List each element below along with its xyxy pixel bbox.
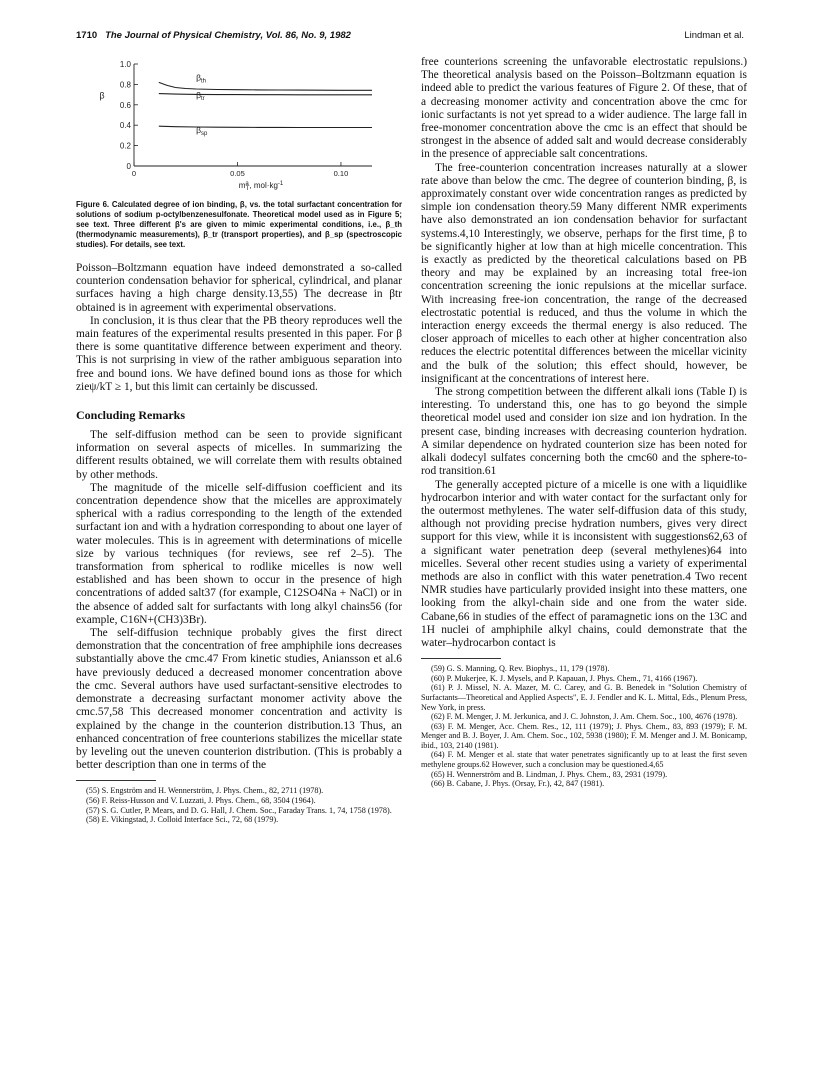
series-line-beta-th	[159, 82, 372, 90]
y-tick-label: 0.8	[119, 80, 131, 90]
journal-title: The Journal of Physical Chemistry, Vol. 86, No. 9, 1982	[105, 30, 351, 41]
references-left	[76, 786, 402, 824]
reference: (65) H. Wennerström and B. Lindman, J. Phys. Chem., 83, 2931 (1979).	[431, 769, 668, 779]
reference: (55) S. Engström and H. Wennerström, J. Phys. Chem., 82, 2711 (1978).	[86, 786, 324, 796]
section-heading: Concluding Remarks	[76, 408, 186, 423]
paragraph: The self-diffusion technique probably gives the first direct demonstration that the concentration of free amphiphile ions decreases substantially above the cmc.47 From kinetic studies, Aniansson et al.6 have previously deduced a decreased monomer concentration above the cmc. Several authors have used surfactant-sensitive electrodes to demonstrate a decreasing surfactant monomer activity above the cmc.57,58 This decreased monomer concentration and activity is explained by the change in the counterion distribution.13 Thus, an enhanced concentration of free counterions stabilizes the micellar state by leveling out the uneven counterion distribution. (This is probably a better description than one in terms of the	[76, 627, 402, 772]
figure-caption	[76, 200, 402, 250]
reference: (60) P. Mukerjee, K. J. Mysels, and P. Kapauan, J. Phys. Chem., 71, 4166 (1967).	[431, 673, 698, 683]
reference: (61) P. J. Missel, N. A. Mazer, M. C. Carey, and G. B. Benedek in "Solution Chemistry of Surfactants—Theoretical and Applied Aspects", E. J. Fendler and K. L. Mittal, Eds., Plenum Press, New York, in press.	[421, 683, 747, 712]
y-tick-label: 1.0	[119, 60, 131, 69]
y-tick-label: 0.6	[119, 100, 131, 110]
x-axis-label: $m^a$ T, $mol\cdot kg^{-1}$	[238, 181, 284, 192]
y-tick-label: 0.4	[119, 121, 131, 131]
y-tick-label: 0.2	[119, 141, 131, 151]
caption-label: Figure 6.	[76, 200, 110, 209]
header-authors: Lindman et al.	[684, 30, 744, 41]
page-number: 1710	[76, 30, 98, 41]
paragraph: The free-counterion concentration increases naturally at a slower rate above than below the cmc. The degree of counterion binding, β, is approximately constant over wide concentration ranges as predicted by simple ion condensation theory.59 Many different NMR experiments have also demonstrated an ion condensation behavior for surfactant systems.4,10 Interestingly, we observe, perhaps for the first time, β to be significantly higher at low than at high micelle concentration. This is exactly as predicted by the theoretical calculations based on PB theory and may be explained by an increasing total free-ion concentration screening the ionic repulsions at the micellar surface. With increasing free-ion concentration, the range of the decreased electrostatic potential is reduced, and thus the volume in which the interaction energy exceeds the thermal energy is also reduced. The closer approach of micelles to each other at higher concentration also reduces the electric potentital differences between the micellar vicinity and the bulk of the solution; this effect should, however, be insignificant at the concentrations of interest here.	[421, 161, 747, 385]
series-line-beta-tr	[159, 94, 372, 95]
reference: (62) F. M. Menger, J. M. Jerkunica, and J. C. Johnston, J. Am. Chem. Soc., 100, 4676 (1978).	[431, 712, 738, 722]
left-column	[76, 56, 402, 825]
series-label: $\beta_{th}$	[196, 72, 206, 85]
y-axis-label: β	[99, 90, 105, 101]
reference: (59) G. S. Manning, Q. Rev. Biophys., 11, 179 (1978).	[431, 664, 610, 674]
paragraph: The magnitude of the micelle self-diffusion coefficient and its concentration dependence show that the micelles are approximately spherical with a radius corresponding to the length of the extended surfactant ion and with a hydration corresponding to about one layer of water molecules. This is in agreement with determinations of micelle size by various techniques (for reviews, see ref 2–5). The transformation from spherical to rodlike micelles is now well established and has been shown to occur in the presence of high concentrations of added salt37 (for example, C12SO4Na + NaCl) or in the absence of added salt for surfactants with long alkyl chains56 (for example, C16N+(CH3)3Br).	[76, 481, 402, 626]
figure-6	[76, 56, 402, 194]
footnote-rule	[76, 780, 156, 781]
x-tick-label: 0	[131, 169, 137, 178]
series-label: $\beta_{sp}$	[196, 124, 208, 137]
reference: (64) F. M. Menger et al. state that water penetrates significantly up to at least the first seven methylene groups.62 However, such a conclusion may be questioned.4,65	[421, 750, 747, 770]
x-tick-label: 0.10	[333, 169, 349, 178]
reference: (63) F. M. Menger, Acc. Chem. Res., 12, 111 (1979); J. Phys. Chem., 83, 893 (1979); F. M. Menger and B. J. Boyer, J. Am. Chem. Soc., 102, 5938 (1980); F. M. Menger and J. M. Bonicamp, ibid., 103, 2140 (1981).	[421, 721, 747, 750]
reference: (58) E. Vikingstad, J. Colloid Interface Sci., 72, 68 (1979).	[86, 815, 279, 825]
paragraph: In conclusion, it is thus clear that the PB theory reproduces well the main features of the experimental results presented in this paper. For β there is some quantitative difference between experiment and theory. This is not surprising in view of the rather ambiguous separation into free and bound ions. We have defined bound ions as those for which zieψ/kT ≥ 1, but this limit can certainly be discussed.	[76, 314, 402, 393]
caption-text: Calculated degree of ion binding, β, vs. the total surfactant concentration for solutions of sodium p-octylbenzenesulfonate. Theoretical model used as in Figure 5; see text. Three different β's are given to mimic experimental conditions, i.e., β_th (thermodynamic measurements), β_tr (transport properties), and β_sp (spectroscopic studies). For details, see text.	[76, 200, 402, 249]
reference: (66) B. Cabane, J. Phys. (Orsay, Fr.), 42, 847 (1981).	[431, 779, 605, 789]
header-left	[76, 30, 351, 41]
right-column	[421, 56, 747, 789]
series-line-beta-sp	[159, 126, 372, 127]
paragraph: free counterions screening the unfavorable electrostatic repulsions.) The theoretical analysis based on the Poisson–Boltzmann equation is indeed able to predict the various features of Figure 2. Of these, that of a decreasing monomer activity and concentration above the cmc for ionic surfactants is not yet spread to a wider audience. The large fall in free-monomer concentration above the cmc is an effect that should be strongest in the absence of added salt and would decrease considerably in the presence of appreciable salt concentrations.	[421, 56, 747, 161]
reference: (56) F. Reiss-Husson and V. Luzzati, J. Phys. Chem., 68, 3504 (1964).	[86, 795, 316, 805]
paragraph: Poisson–Boltzmann equation have indeed demonstrated a so-called counterion condensation behavior for spherical, cylindrical, and planar surfaces having a high charge density.13,55) The decrease in βtr obtained is in agreement with experimental observations.	[76, 262, 402, 314]
x-tick-label: 0.05	[230, 169, 245, 178]
paragraph: The strong competition between the different alkali ions (Table I) is interesting. To understand this, one has to go beyond the simple theoretical model used and consider ion size and ion hydration. In the present case, binding increases with decreasing counterion hydration. A similar dependence on hydrated counterion size has been noted for alkali dodecyl sulfates concerning both the cmc60 and the sphere-to-rod transition.61	[421, 386, 747, 478]
footnote-rule	[421, 658, 501, 659]
running-header	[76, 30, 744, 44]
beta-chart	[76, 56, 402, 194]
paragraph: The generally accepted picture of a micelle is one with a liquidlike hydrocarbon interior and with water contact for the surfactant only for the outermost methylenes. The water self-diffusion data of this study, although not providing precise hydration numbers, gives very direct support for this view, while it is inconsistent with suggestions62,63 of a significant water penetration deep (several methylenes)64 into micelles. Several other recent studies using a variety of experimental methods are also in conflict with this water penetration.4 Two recent NMR studies have particularly provided insight into these matters, one looking from the alkyl-chain side and one from the water side. Cabane,66 in studies of the effect of paramagnetic ions on the 13C and 1H nuclei of amphiphile alkyl chains, could demonstrate that the water–hydrocarbon contact is	[421, 478, 747, 649]
reference: (57) S. G. Cutler, P. Mears, and D. G. Hall, J. Chem. Soc., Faraday Trans. 1, 74, 1758 (1978).	[86, 805, 392, 815]
paragraph: The self-diffusion method can be seen to provide significant information on several aspects of micelles. In summarizing the different results obtained, we will correlate them with results obtained by other methods.	[76, 429, 402, 481]
series-label: $\beta_{tr}$	[196, 90, 205, 103]
y-tick-label: 0	[126, 162, 131, 171]
references-right	[421, 664, 747, 789]
